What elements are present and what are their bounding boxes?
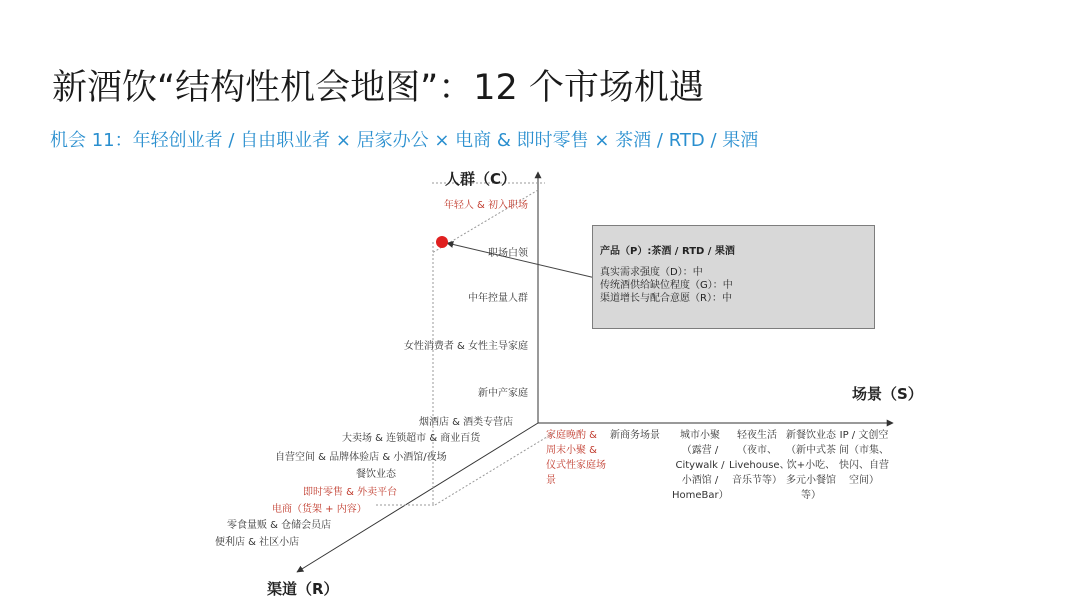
product-supply-gap-line: 传统酒供给缺位程度（G）：中 [600,280,733,291]
scene-label-ip-space: IP / 文创空间（市集、快闪、自营空间） [839,430,889,486]
channel-label-hypermarket: 大卖场 & 连锁超市 & 商业百货 [342,433,481,444]
scene-label-night-life: 轻夜生活（夜市、Livehouse、音乐节等） [729,430,790,486]
channel-label-instant-retail: 即时零售 & 外卖平台 [303,487,398,498]
axis-c-title: 人群（C） [445,170,517,188]
page-title: 新酒饮“结构性机会地图”：12 个市场机遇 [52,68,704,108]
product-channel-growth-line: 渠道增长与配合意愿（R）：中 [600,293,732,304]
scene-label-new-catering: 新餐饮业态（新中式茶饮+小吃、多元小餐馆等） [786,430,836,501]
axis-r-title: 渠道（R） [267,580,339,598]
people-label-female: 女性消费者 & 女性主导家庭 [403,341,528,352]
channel-label-catering: 餐饮业态 [356,469,396,480]
people-label-white-collar: 职场白领 [488,248,528,259]
people-label-young: 年轻人 & 初入职场 [443,200,528,211]
people-label-new-middle-class: 新中产家庭 [478,388,528,399]
axis-s-title: 场景（S） [852,385,923,403]
opportunity-marker [436,236,448,248]
channel-label-snack-warehouse: 零食量贩 & 仓储会员店 [227,520,332,531]
channel-label-own-space: 自营空间 & 品牌体验店 & 小酒馆/夜场 [275,452,447,463]
scene-label-new-business: 新商务场景 [610,430,660,441]
scene-label-family: 家庭晚酌 & 周末小聚 & 仪式性家庭场景 [546,430,606,486]
channel-label-convenience: 便利店 & 社区小店 [215,537,300,548]
channel-label-liquor-store: 烟酒店 & 酒类专营店 [419,417,514,428]
people-label-middle-age: 中年控量人群 [468,293,528,304]
scene-label-city-gathering: 城市小聚（露营 / Citywalk / 小酒馆 / HomeBar） [672,430,729,501]
product-demand-line: 真实需求强度（D）：中 [600,267,703,278]
opportunity-subtitle: 机会 11：年轻创业者 / 自由职业者 × 居家办公 × 电商 & 即时零售 × 茶酒 / RTD / 果酒 [50,130,759,151]
channel-label-ecommerce: 电商（货架 + 内容） [272,504,367,515]
product-info-box [592,225,875,329]
product-title: 产品（P）:茶酒 / RTD / 果酒 [600,246,735,257]
